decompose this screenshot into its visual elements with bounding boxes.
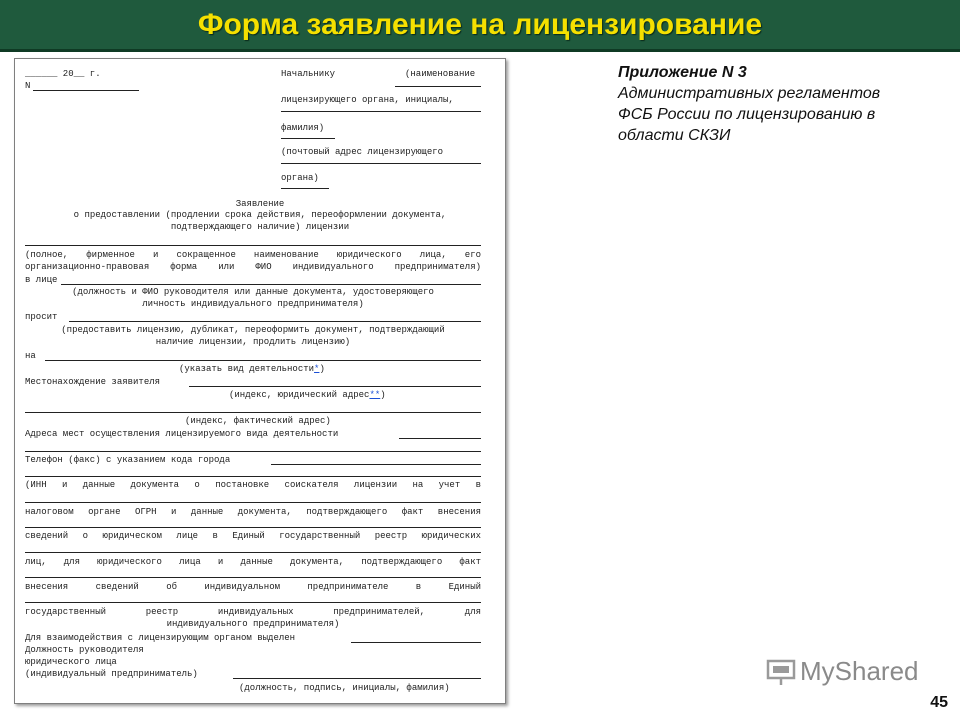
form-text: наличие лицензии, продлить лицензию) [155, 337, 351, 347]
form-line [25, 602, 481, 603]
form-line [69, 321, 481, 322]
form-text: в лице [25, 275, 58, 285]
form-title: Заявление [235, 199, 285, 209]
form-text: Местонахождение заявителя [25, 377, 161, 387]
form-subtitle: подтверждающего наличие) лицензии [170, 222, 350, 232]
form-text: Должность руководителя [25, 645, 144, 655]
footnote-link[interactable]: * [314, 364, 320, 374]
form-text: на [25, 351, 36, 361]
form-text: (должность и ФИО руководителя или данные документа, удостоверяющего [72, 287, 434, 297]
title-banner [0, 0, 960, 52]
appendix-title: Приложение N 3 [618, 64, 747, 81]
form-line [25, 476, 481, 477]
form-text: Адреса мест осуществления лицензируемого вида деятельности [25, 429, 339, 439]
form-text: (указать вид деятельности*) [179, 364, 325, 374]
form-line [399, 438, 481, 439]
form-text: Телефон (факс) с указанием кода города [25, 455, 231, 465]
presentation-icon [766, 658, 796, 686]
form-to-line [395, 86, 481, 87]
watermark-logo: MyShared [800, 656, 919, 686]
form-number-label: N [25, 81, 31, 91]
form-line [25, 412, 481, 413]
form-line [25, 527, 481, 528]
form-to-head: Начальнику [281, 69, 336, 79]
form-line [25, 552, 481, 553]
form-text: личность индивидуального предпринимателя) [142, 299, 364, 309]
form-signature-line [233, 678, 481, 679]
form-to-line [281, 111, 481, 112]
form-text: просит [25, 312, 58, 322]
appendix-text: ФСБ России по лицензированию в [618, 106, 876, 123]
page-title: Форма заявление на лицензирование [197, 8, 763, 41]
appendix-text: области СКЗИ [618, 127, 731, 144]
form-to-line [281, 138, 335, 139]
form-text: сведений о юридическом лице в Единый государственный реестр юридических [25, 531, 481, 541]
form-text: Для взаимодействия с лицензирующим органом выделен [25, 633, 296, 643]
appendix-note [618, 62, 948, 146]
form-line [25, 502, 481, 503]
form-line [61, 284, 481, 285]
form-text: внесения сведений об индивидуальном предпринимателе в Единый [25, 582, 481, 592]
form-line [189, 386, 481, 387]
form-text: (предоставить лицензию, дубликат, переоформить документ, подтверждающий [61, 325, 445, 335]
form-text: (должность, подпись, инициалы, фамилия) [239, 683, 450, 693]
form-to-fam: фамилия) [281, 123, 325, 133]
form-line [25, 451, 481, 452]
form-text: (полное, фирменное и сокращенное наименование юридического лица, его [25, 250, 481, 260]
form-line [25, 245, 481, 246]
form-line [45, 360, 481, 361]
form-text: индивидуального предпринимателя) [166, 619, 340, 629]
form-to-line [281, 188, 329, 189]
page-number: 45 [930, 694, 948, 711]
form-subtitle: о предоставлении (продлении срока действия, переоформлении документа, [73, 210, 447, 220]
form-text: государственный реестр индивидуальных предпринимателей, для [25, 607, 481, 617]
appendix-text: Административных регламентов [618, 85, 881, 102]
form-to-org: лицензирующего органа, инициалы, [281, 95, 454, 105]
form-text: (индивидуальный предприниматель) [25, 669, 198, 679]
form-text: организационно-правовая форма или ФИО индивидуального предпринимателя) [25, 262, 481, 272]
form-text: лиц, для юридического лица и данные документа, подтверждающего факт [25, 557, 481, 567]
application-form-document [14, 58, 506, 704]
form-to-addr2: органа) [281, 173, 319, 183]
form-line [271, 464, 481, 465]
form-text: (индекс, юридический адрес**) [229, 390, 386, 400]
form-date: ______ 20__ г. [25, 69, 101, 79]
form-to-addr: (почтовый адрес лицензирующего [281, 147, 444, 157]
footnote-link[interactable]: ** [369, 390, 381, 400]
form-text: юридического лица [25, 657, 117, 667]
form-line [25, 577, 481, 578]
form-text: налоговом органе ОГРН и данные документа, подтверждающего факт внесения [25, 507, 481, 517]
form-text: (ИНН и данные документа о постановке соискателя лицензии на учет в [25, 480, 481, 490]
form-number-line [33, 90, 139, 91]
form-text: (индекс, фактический адрес) [185, 416, 331, 426]
form-to-line [281, 163, 481, 164]
form-to-name: (наименование [405, 69, 476, 79]
form-line [351, 642, 481, 643]
